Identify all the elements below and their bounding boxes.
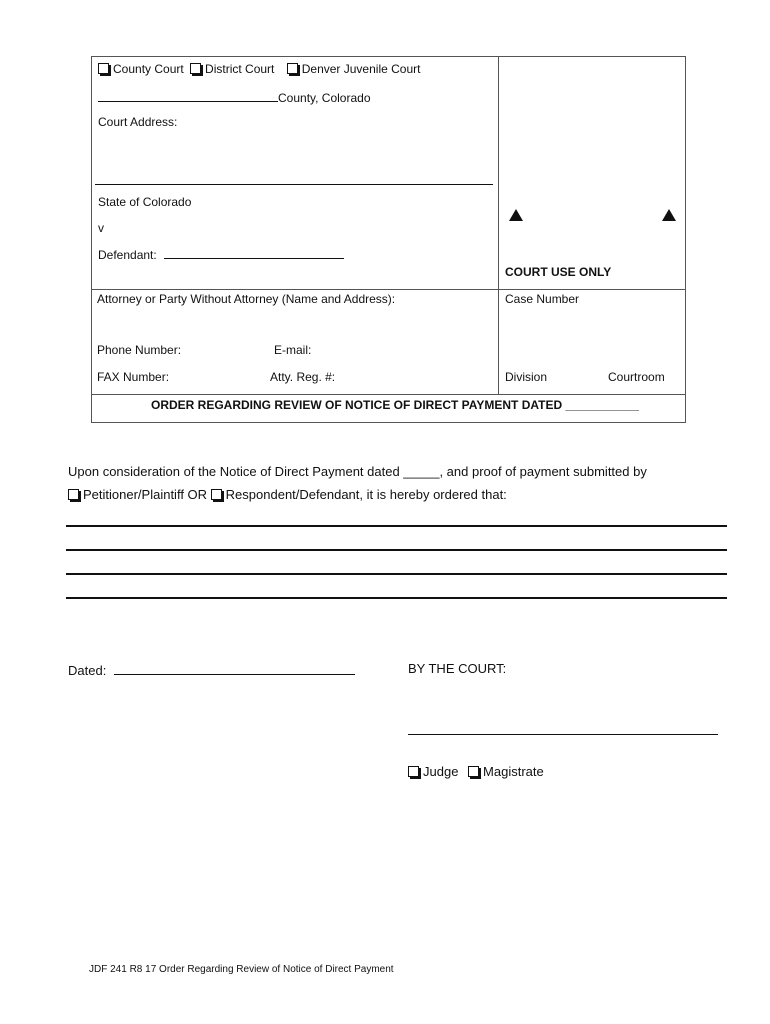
email-label: E-mail:: [274, 343, 312, 357]
district-court-checkbox[interactable]: [190, 63, 201, 74]
dated-field[interactable]: [114, 661, 355, 675]
arrow-up-icon: [509, 209, 523, 221]
petitioner-checkbox[interactable]: [68, 489, 79, 500]
by-the-court: BY THE COURT:: [408, 661, 507, 676]
respondent-checkbox[interactable]: [211, 489, 222, 500]
case-number-label: Case Number: [505, 292, 580, 306]
county-row: [98, 89, 371, 105]
body-line-1: Upon consideration of the Notice of Direct Payment dated _____, and proof of payment submitted by: [68, 464, 647, 479]
form-footer: JDF 241 R8 17 Order Regarding Review of Notice of Direct Payment: [89, 964, 394, 975]
county-court-option[interactable]: County Court: [98, 62, 184, 76]
signer-options: [408, 764, 544, 780]
signature-line[interactable]: [408, 734, 718, 735]
defendant-row: [98, 246, 344, 262]
court-options: [98, 62, 420, 76]
judge-checkbox[interactable]: [408, 766, 419, 777]
court-use-only: COURT USE ONLY: [505, 265, 612, 279]
district-court-option[interactable]: District Court: [190, 62, 274, 76]
arrow-up-icon: [662, 209, 676, 221]
phone-label: Phone Number:: [97, 343, 182, 357]
state-label: State of Colorado: [98, 195, 192, 209]
order-line-3[interactable]: [66, 573, 727, 575]
caption-box: [91, 56, 686, 423]
judge-option[interactable]: Judge: [408, 764, 458, 779]
petitioner-option[interactable]: Petitioner/Plaintiff OR: [68, 487, 207, 502]
fax-label: FAX Number:: [97, 370, 170, 384]
versus-label: v: [98, 221, 104, 235]
order-title: ORDER REGARDING REVIEW OF NOTICE OF DIRECT PAYMENT DATED ___________: [151, 398, 639, 412]
court-address-field[interactable]: [95, 184, 493, 185]
county-court-checkbox[interactable]: [98, 63, 109, 74]
caption-divider-vertical: [498, 56, 499, 395]
atty-reg-label: Atty. Reg. #:: [270, 370, 336, 384]
magistrate-checkbox[interactable]: [468, 766, 479, 777]
order-line-2[interactable]: [66, 549, 727, 551]
division-label: Division: [505, 370, 548, 384]
magistrate-option[interactable]: Magistrate: [468, 764, 544, 779]
county-suffix: County, Colorado: [278, 91, 371, 105]
dated-label: Dated:: [68, 663, 107, 678]
county-field[interactable]: [98, 89, 278, 102]
denver-juvenile-court-checkbox[interactable]: [287, 63, 298, 74]
attorney-label: Attorney or Party Without Attorney (Name and Address):: [97, 292, 396, 306]
respondent-option[interactable]: Respondent/Defendant, it is hereby ordered that:: [211, 487, 507, 502]
court-address-label: Court Address:: [98, 115, 178, 129]
defendant-label: Defendant:: [98, 248, 157, 262]
caption-divider-attorney: [91, 289, 686, 290]
dated-row: [68, 661, 355, 679]
denver-juvenile-court-option[interactable]: Denver Juvenile Court: [287, 62, 421, 76]
order-line-4[interactable]: [66, 597, 727, 599]
body-line-2: [68, 487, 507, 503]
order-line-1[interactable]: [66, 525, 727, 527]
courtroom-label: Courtroom: [608, 370, 665, 384]
defendant-field[interactable]: [164, 246, 344, 259]
caption-divider-title: [91, 394, 686, 395]
